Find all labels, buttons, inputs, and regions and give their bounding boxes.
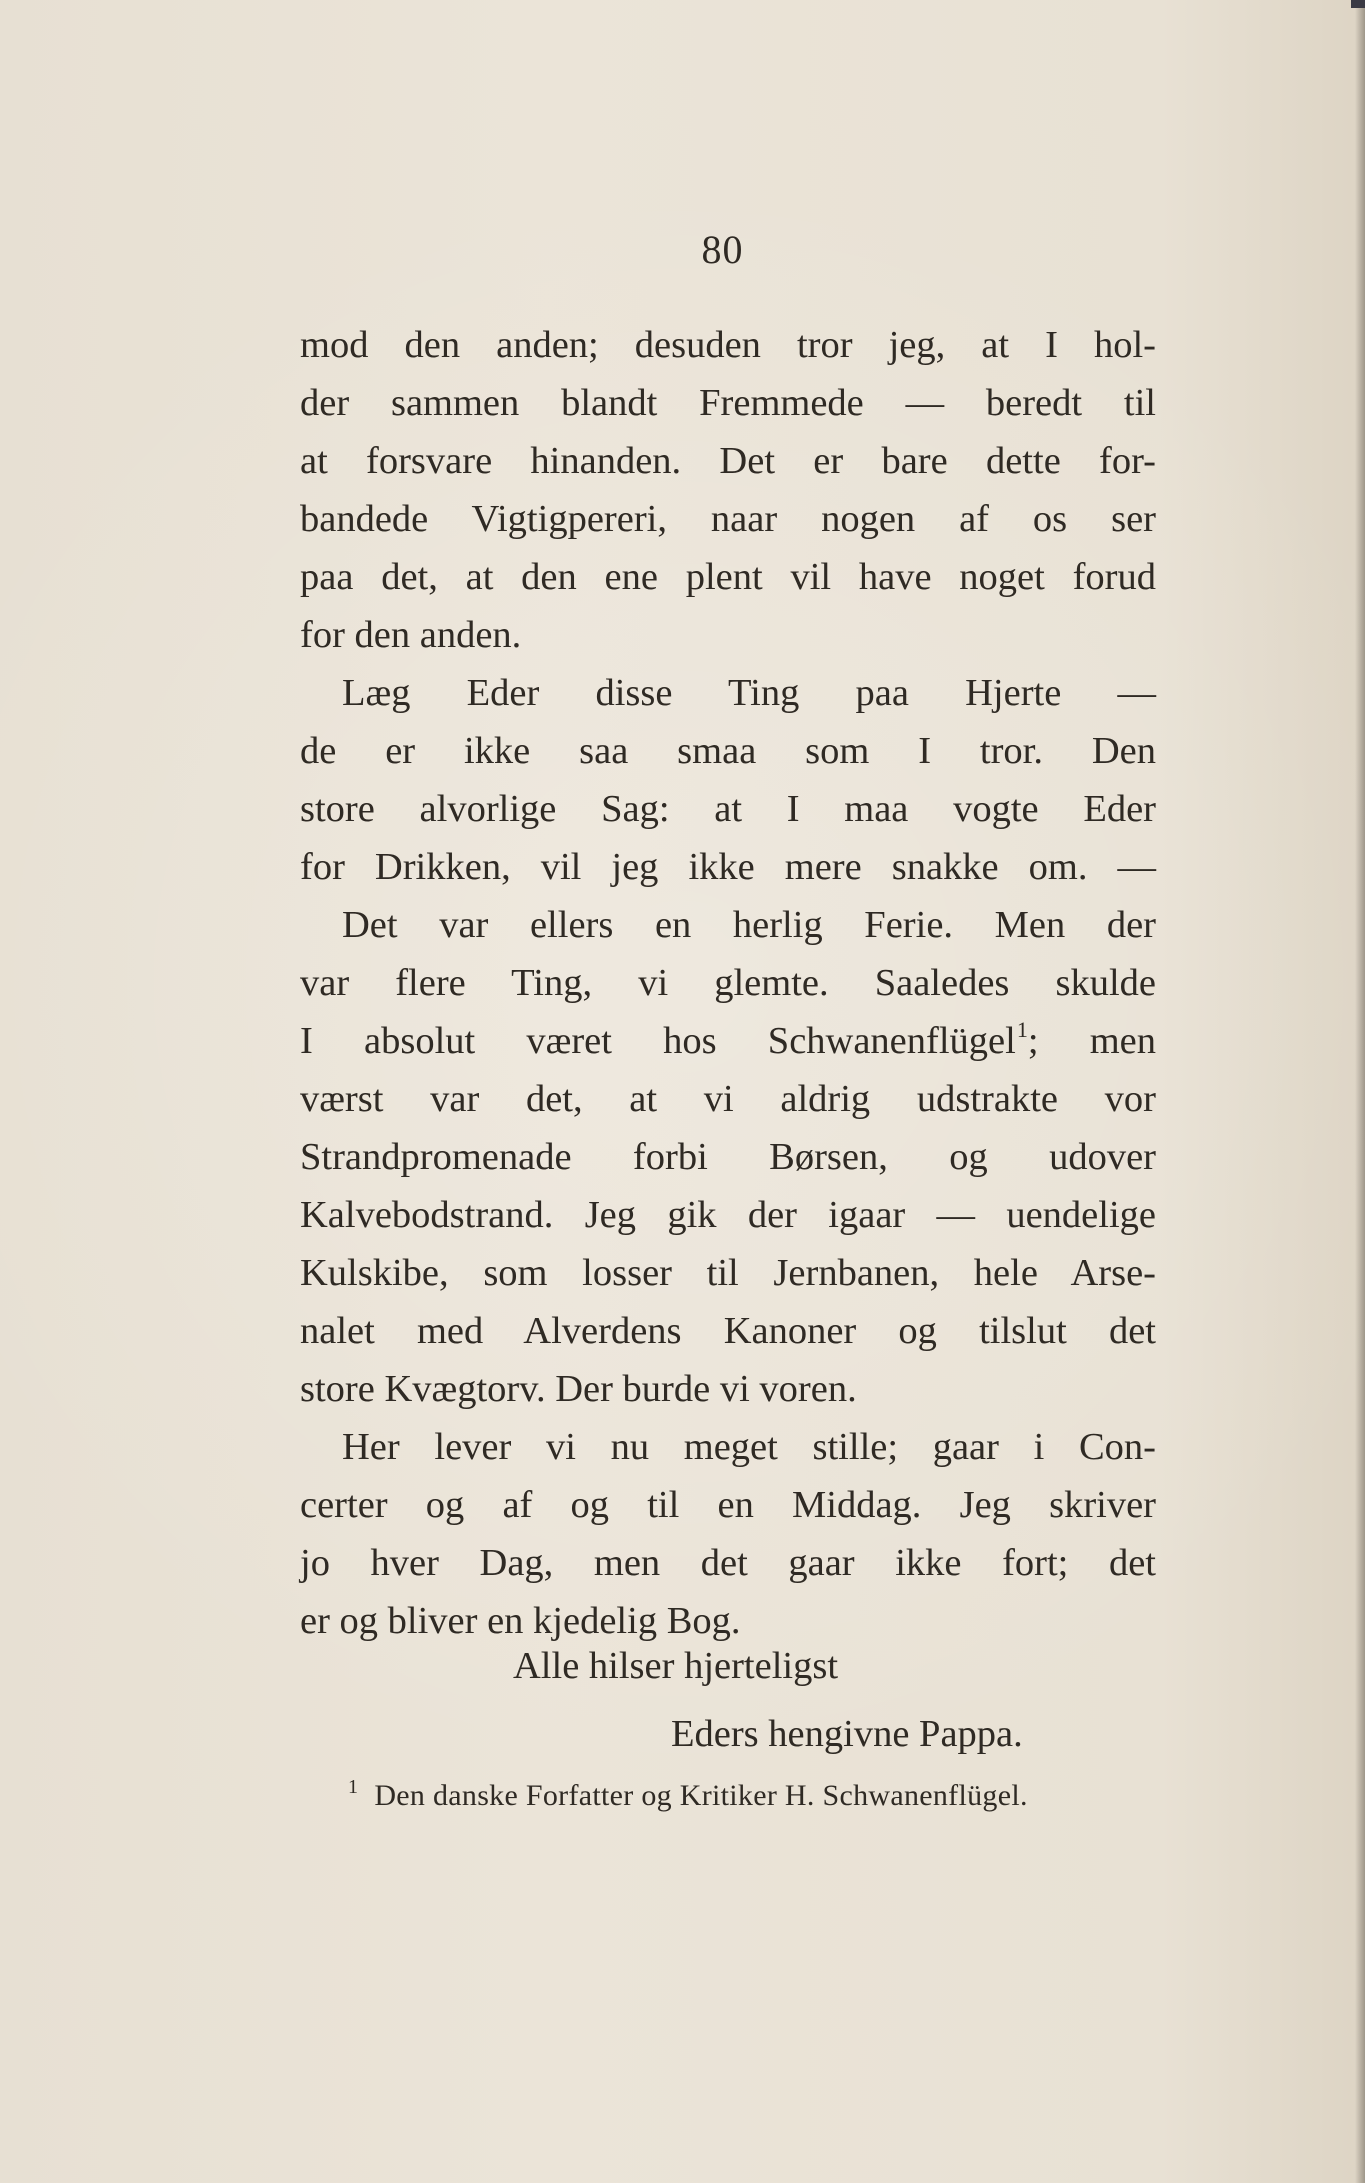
text-line: bandede Vigtigpereri, naar nogen af os ser [300, 498, 1156, 540]
footnote-reference: 1 [1016, 1017, 1028, 1042]
text-fragment: ; men [1027, 1020, 1156, 1062]
text-line: for den anden. [300, 614, 522, 656]
text-fragment: I absolut været hos Schwanenflügel [300, 1020, 1016, 1062]
letter-body [300, 316, 1156, 1650]
text-line: jo hver Dag, men det gaar ikke fort; det [300, 1542, 1156, 1584]
footnote [348, 1776, 1028, 1813]
text-line: Strandpromenade forbi Børsen, og udover [300, 1136, 1156, 1178]
text-line: er og bliver en kjedelig Bog. [300, 1600, 741, 1642]
text-line: at forsvare hinanden. Det er bare dette for- [300, 440, 1156, 482]
page-edge-shadow [1355, 0, 1365, 2183]
text-line: certer og af og til en Middag. Jeg skriver [300, 1484, 1156, 1526]
text-line: værst var det, at vi aldrig udstrakte vor [300, 1078, 1156, 1120]
text-line: var flere Ting, vi glemte. Saaledes skulde [300, 962, 1156, 1004]
text-line: mod den anden; desuden tror jeg, at I hol- [300, 324, 1156, 366]
corner-mark [1351, 0, 1365, 8]
footnote-mark: 1 [348, 1776, 359, 1798]
text-line: store Kvægtorv. Der burde vi voren. [300, 1368, 857, 1410]
page-number: 80 [701, 227, 744, 272]
text-line: Læg Eder disse Ting paa Hjerte — [342, 672, 1156, 714]
footnote-text: Den danske Forfatter og Kritiker H. Schwanenflügel. [374, 1779, 1028, 1812]
text-line: nalet med Alverdens Kanoner og tilslut det [300, 1310, 1156, 1352]
text-line: for Drikken, vil jeg ikke mere snakke om. — [300, 846, 1156, 888]
closing-greeting: Alle hilser hjerteligst [513, 1645, 839, 1687]
signature: Eders hengivne Pappa. [671, 1713, 1023, 1755]
text-line: store alvorlige Sag: at I maa vogte Eder [300, 788, 1156, 830]
text-line: Kulskibe, som losser til Jernbanen, hele Arse- [300, 1252, 1156, 1294]
text-line: Her lever vi nu meget stille; gaar i Con- [342, 1426, 1156, 1468]
text-line: paa det, at den ene plent vil have noget forud [300, 556, 1156, 598]
text-line: Kalvebodstrand. Jeg gik der igaar — uendelige [300, 1194, 1156, 1236]
text-line-with-footnote [300, 1012, 1156, 1070]
text-line: de er ikke saa smaa som I tror. Den [300, 730, 1156, 772]
text-line: der sammen blandt Fremmede — beredt til [300, 382, 1156, 424]
text-line: Det var ellers en herlig Ferie. Men der [342, 904, 1156, 946]
